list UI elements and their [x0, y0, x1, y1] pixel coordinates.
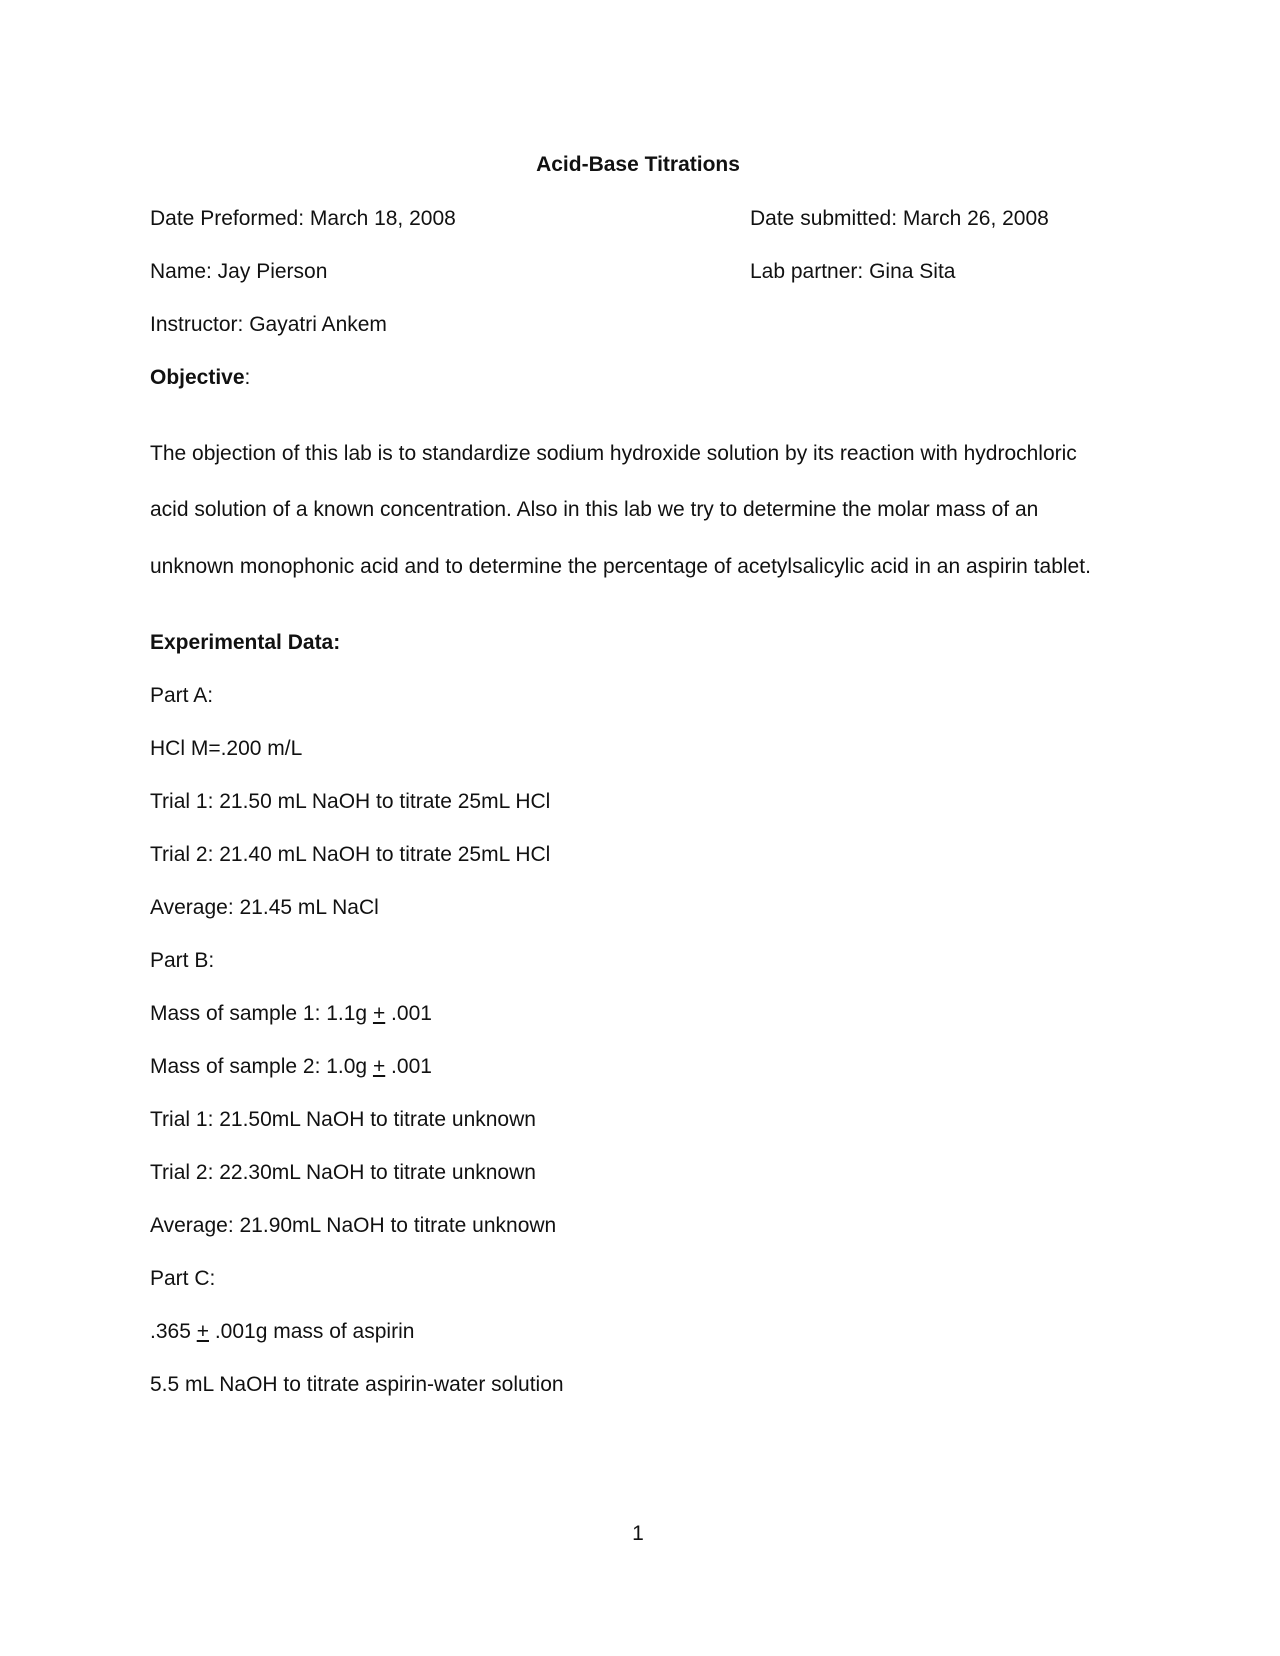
- document-title: Acid-Base Titrations: [536, 153, 740, 176]
- lab-partner: Lab partner: Gina Sita: [750, 260, 956, 283]
- date-submitted: Date submitted: March 26, 2008: [750, 207, 1049, 230]
- page-number: 1: [632, 1522, 644, 1545]
- instructor: Instructor: Gayatri Ankem: [150, 313, 387, 336]
- part-a-average: Average: 21.45 mL NaCl: [150, 896, 379, 919]
- part-b-mass-1: [150, 1001, 432, 1027]
- part-c-label: Part C:: [150, 1267, 216, 1290]
- part-a-hcl: HCl M=.200 m/L: [150, 737, 303, 760]
- part-b-mass-2-uncertainty: .001: [385, 1055, 432, 1078]
- part-b-mass-1-uncertainty: .001: [385, 1002, 432, 1025]
- part-b-mass-2: [150, 1054, 432, 1080]
- part-c-mass-text: .001g mass of aspirin: [208, 1320, 415, 1343]
- part-b-trial-1: Trial 1: 21.50mL NaOH to titrate unknown: [150, 1108, 536, 1131]
- objective-heading: Objective: [150, 366, 245, 389]
- student-name: Name: Jay Pierson: [150, 260, 328, 283]
- part-c-naoh: 5.5 mL NaOH to titrate aspirin-water solution: [150, 1373, 564, 1396]
- part-a-trial-2: Trial 2: 21.40 mL NaOH to titrate 25mL HCl: [150, 843, 551, 866]
- part-c-mass-value: .365: [150, 1320, 197, 1343]
- objective-line-3: unknown monophonic acid and to determine the percentage of acetylsalicylic acid in an aspirin tablet.: [150, 555, 1091, 578]
- plus-minus-sign: +: [196, 1320, 209, 1343]
- part-b-label: Part B:: [150, 949, 215, 972]
- date-performed: Date Preformed: March 18, 2008: [150, 207, 456, 230]
- part-b-mass-2-text: Mass of sample 2: 1.0g: [150, 1055, 373, 1078]
- experimental-heading: Experimental Data:: [150, 631, 341, 654]
- part-b-trial-2: Trial 2: 22.30mL NaOH to titrate unknown: [150, 1161, 536, 1184]
- part-b-mass-1-text: Mass of sample 1: 1.1g: [150, 1002, 373, 1025]
- part-a-trial-1: Trial 1: 21.50 mL NaOH to titrate 25mL HCl: [150, 790, 551, 813]
- objective-line-1: The objection of this lab is to standardize sodium hydroxide solution by its reaction with hydrochloric: [150, 442, 1077, 465]
- part-c-mass: [150, 1319, 414, 1345]
- objective-heading-line: [150, 365, 250, 391]
- plus-minus-sign: +: [372, 1002, 386, 1025]
- part-b-average: Average: 21.90mL NaOH to titrate unknown: [150, 1214, 557, 1237]
- plus-minus-sign: +: [372, 1055, 386, 1078]
- objective-heading-colon: :: [244, 366, 251, 389]
- part-a-label: Part A:: [150, 684, 214, 707]
- objective-line-2: acid solution of a known concentration. Also in this lab we try to determine the molar mass of an: [150, 498, 1039, 521]
